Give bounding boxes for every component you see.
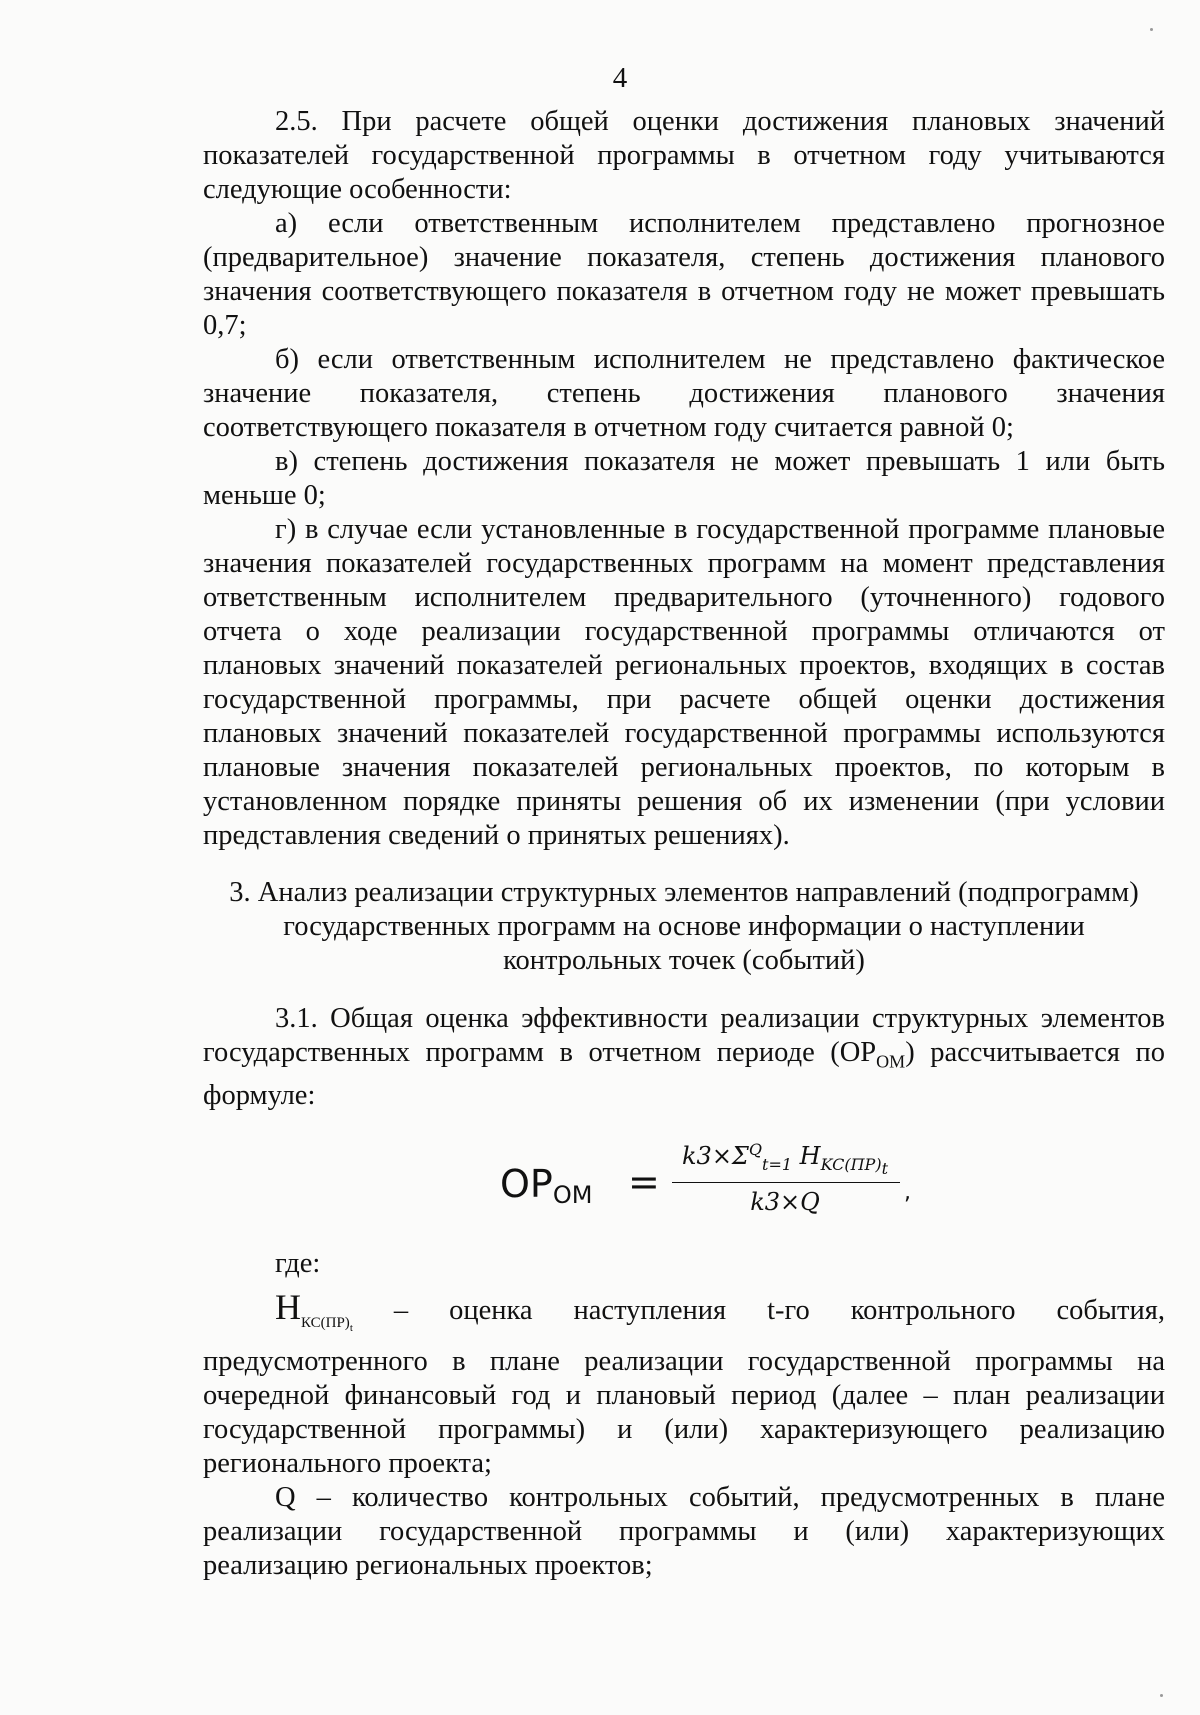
definition-h-kc bbox=[203, 1287, 1165, 1481]
heading-line-2: государственных программ на основе информации о наступлении bbox=[283, 911, 1085, 942]
definition-h-symbol-sub bbox=[301, 1315, 353, 1335]
formula-num-term: H bbox=[792, 1142, 821, 1170]
formula-trailing-mark: , bbox=[904, 1180, 911, 1205]
definitions-list bbox=[203, 1287, 1165, 1583]
formula-op-om bbox=[500, 1132, 920, 1232]
paragraph-3-1 bbox=[203, 1002, 1165, 1113]
formula-num-term-sub-text: KC(ПР) bbox=[820, 1154, 882, 1174]
formula-num-prefix: k3×Σ bbox=[682, 1142, 749, 1170]
definition-h-symbol-base: Н bbox=[275, 1287, 301, 1327]
paragraph-3-1-sub: OM bbox=[876, 1051, 906, 1072]
where-label: где: bbox=[275, 1248, 321, 1279]
definition-h-symbol bbox=[275, 1287, 353, 1335]
scan-speck bbox=[1160, 1694, 1163, 1697]
definition-q-symbol: Q bbox=[275, 1482, 296, 1514]
paragraph-item-b: б) если ответственным исполнителем не представлено фактическое значение показателя, степень достижения планового значения соответствующего показателя в отчетном году считается равной 0; bbox=[203, 344, 1165, 443]
paragraph-item-g: г) в случае если установленные в государственной программе плановые значения показателей государственных программ на момент представления ответственным исполнителем предварительного (уточненного) годового отчета о ходе реализации государственной программы отличаются от плановых значений показателей региональных проектов, входящих в состав государственной программы, при расчете общей оценки достижения плановых значений показателей государственной программы используются плановые значения показателей региональных проектов, по которым в установленном порядке приняты решения об их изменении (при условии представления сведений о принятых решениях). bbox=[203, 514, 1165, 851]
definition-h-text: – оценка наступления t-го контрольного события, предусмотренного в плане реализации государственной программы на очередной финансовый год и плановый период (далее – план реализации государственной программы) и (или) характеризующего реализацию регионального проекта; bbox=[203, 1295, 1165, 1480]
formula-num-term-sub bbox=[820, 1154, 888, 1178]
formula-lhs-base: OP bbox=[500, 1162, 553, 1206]
formula-fraction-bar bbox=[672, 1182, 900, 1183]
formula-sum-upper: Q bbox=[748, 1140, 763, 1159]
paragraph-3-1-tail: ) рассчитывается по формуле: bbox=[203, 1037, 1165, 1111]
paragraph-item-v: в) степень достижения показателя не может превышать 1 или быть меньше 0; bbox=[203, 446, 1165, 511]
formula-lhs bbox=[500, 1162, 592, 1209]
section-3-heading bbox=[203, 876, 1165, 978]
formula-num-term-subsub: t bbox=[881, 1158, 888, 1178]
definition-q-text: – количество контрольных событий, предусмотренных в плане реализации государственной программы и (или) характеризующих реализацию региональных проектов; bbox=[203, 1482, 1165, 1582]
heading-line-3: контрольных точек (событий) bbox=[503, 945, 865, 976]
paragraph-item-a: а) если ответственным исполнителем представлено прогнозное (предварительное) значение показателя, степень достижения планового значения соответствующего показателя в отчетном году не может превышать 0,7; bbox=[203, 208, 1165, 341]
formula-numerator bbox=[670, 1140, 900, 1178]
page-number: 4 bbox=[612, 62, 628, 94]
formula-equals: = bbox=[628, 1160, 660, 1204]
formula-sum-lower: t=1 bbox=[762, 1154, 793, 1174]
formula-lhs-sub: OM bbox=[552, 1181, 593, 1209]
definition-h-symbol-subsub: t bbox=[349, 1322, 353, 1335]
definition-q bbox=[203, 1481, 1165, 1583]
formula-denominator: k3×Q bbox=[750, 1188, 820, 1216]
section-3-1-text bbox=[203, 1002, 1165, 1113]
paragraph-2-5: 2.5. При расчете общей оценки достижения плановых значений показателей государственной программы в отчетном году учитываются следующие особенности: bbox=[203, 106, 1165, 205]
section-2-5-text bbox=[203, 105, 1165, 853]
scan-speck bbox=[1150, 28, 1153, 31]
paragraph-3-1-text: 3.1. Общая оценка эффективности реализации структурных элементов государственных программ в отчетном периоде (OP bbox=[203, 1003, 1165, 1068]
definition-h-symbol-sub-text: КС(ПР) bbox=[301, 1315, 350, 1332]
heading-line-1: 3. Анализ реализации структурных элементов направлений (подпрограмм) bbox=[229, 877, 1139, 908]
